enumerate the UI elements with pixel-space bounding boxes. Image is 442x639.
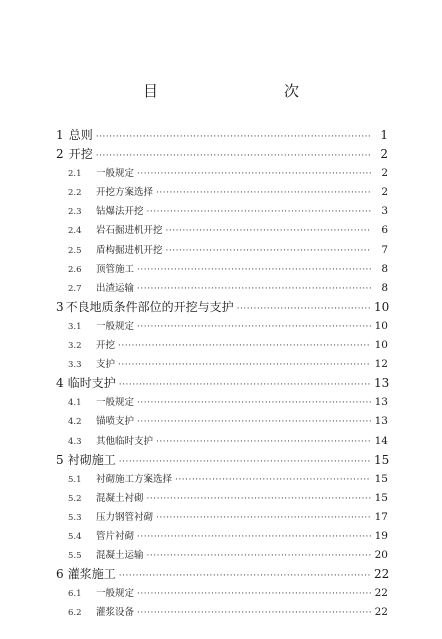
toc-section-entry[interactable] xyxy=(56,336,388,355)
dot-leader xyxy=(156,184,371,203)
entry-label: 出渣运输 xyxy=(96,282,135,294)
entry-label: 钻爆法开挖 xyxy=(96,206,144,218)
toc-section-entry[interactable] xyxy=(56,221,388,240)
toc-section-entry[interactable] xyxy=(56,355,388,374)
entry-label: 顶管施工 xyxy=(96,263,135,275)
entry-number: 6.1 xyxy=(68,589,82,600)
entry-label: 压力钢管衬砌 xyxy=(96,511,154,523)
entry-label: 一般规定 xyxy=(96,588,135,600)
toc-section-entry[interactable] xyxy=(56,317,388,336)
entry-label: 开挖 xyxy=(68,147,93,162)
entry-page-number: 20 xyxy=(374,549,388,562)
entry-number: 2.3 xyxy=(68,207,82,218)
entry-page-number: 10 xyxy=(374,319,388,332)
entry-label: 盾构掘进机开挖 xyxy=(96,244,163,256)
dot-leader xyxy=(118,356,371,375)
toc-section-entry[interactable] xyxy=(56,393,388,412)
entry-page-number: 7 xyxy=(381,243,388,256)
entry-page-number: 12 xyxy=(374,358,388,371)
dot-leader xyxy=(156,433,371,452)
toc-section-entry[interactable] xyxy=(56,202,388,221)
entry-label: 其他临时支护 xyxy=(96,435,154,447)
entry-page-number: 15 xyxy=(374,491,388,504)
entry-label: 一般规定 xyxy=(96,397,135,409)
entry-number: 4 xyxy=(56,376,64,391)
toc-section-entry[interactable] xyxy=(56,584,388,603)
entry-number: 6 xyxy=(56,567,64,582)
entry-page-number: 13 xyxy=(374,396,388,409)
entry-label: 锚喷支护 xyxy=(96,416,135,428)
entry-page-number: 19 xyxy=(374,529,388,542)
entry-number: 2 xyxy=(56,147,64,162)
dot-leader xyxy=(137,604,371,623)
entry-page-number: 17 xyxy=(374,510,388,523)
dot-leader xyxy=(147,490,371,509)
dot-leader xyxy=(137,280,371,299)
entry-label: 一般规定 xyxy=(96,320,135,332)
entry-page-number: 2 xyxy=(380,147,388,162)
entry-page-number: 15 xyxy=(374,452,390,467)
entry-page-number: 1 xyxy=(380,128,388,142)
entry-label: 混凝土衬砌 xyxy=(96,492,144,504)
entry-label: 管片衬砌 xyxy=(96,530,135,542)
dot-leader xyxy=(166,222,371,241)
entry-number: 4.2 xyxy=(68,417,82,428)
toc-chapter-entry[interactable] xyxy=(56,298,388,317)
dot-leader xyxy=(137,261,371,280)
entry-number: 5.1 xyxy=(68,474,82,485)
entry-label: 衬砌施工 xyxy=(67,452,116,467)
entry-page-number: 13 xyxy=(374,376,390,391)
entry-number: 1 xyxy=(56,128,64,142)
toc-section-entry[interactable] xyxy=(56,164,388,183)
toc-chapter-entry[interactable] xyxy=(56,565,388,584)
entry-label: 不良地质条件部位的开挖与支护 xyxy=(65,299,234,314)
toc-chapter-entry[interactable] xyxy=(56,451,388,470)
toc-chapter-entry[interactable] xyxy=(56,126,388,145)
dot-leader xyxy=(175,471,371,490)
entry-number: 5.2 xyxy=(68,493,82,504)
entry-label: 开挖 xyxy=(96,340,116,352)
entry-number: 2.7 xyxy=(68,283,82,294)
entry-number: 4.1 xyxy=(68,398,82,409)
dot-leader xyxy=(137,165,371,184)
entry-number: 5.3 xyxy=(68,512,82,523)
entry-page-number: 3 xyxy=(381,205,388,218)
dot-leader xyxy=(137,394,371,413)
entry-page-number: 10 xyxy=(374,299,390,314)
entry-page-number: 22 xyxy=(374,587,388,600)
entry-label: 一般规定 xyxy=(96,168,135,180)
entry-number: 2.6 xyxy=(68,264,82,275)
toc-section-entry[interactable] xyxy=(56,260,388,279)
entry-page-number: 14 xyxy=(374,434,388,447)
entry-label: 开挖方案选择 xyxy=(96,187,154,199)
toc-section-entry[interactable] xyxy=(56,183,388,202)
dot-leader xyxy=(137,318,371,337)
toc-chapter-entry[interactable] xyxy=(56,145,388,164)
entry-page-number: 8 xyxy=(381,281,388,294)
toc-section-entry[interactable] xyxy=(56,489,388,508)
toc-section-entry[interactable] xyxy=(56,470,388,489)
entry-number: 2.1 xyxy=(68,169,82,180)
entry-label: 总则 xyxy=(68,128,93,142)
dot-leader xyxy=(166,242,371,261)
entry-page-number: 22 xyxy=(374,567,390,582)
dot-leader xyxy=(147,203,371,222)
toc-section-entry[interactable] xyxy=(56,412,388,431)
toc-chapter-entry[interactable] xyxy=(56,374,388,393)
entry-page-number: 22 xyxy=(374,606,388,619)
entry-page-number: 13 xyxy=(374,415,388,428)
entry-number: 5 xyxy=(56,452,64,467)
entry-page-number: 15 xyxy=(374,472,388,485)
toc-section-entry[interactable] xyxy=(56,432,388,451)
entry-number: 3.1 xyxy=(68,321,82,332)
toc-section-entry[interactable] xyxy=(56,279,388,298)
entry-label: 临时支护 xyxy=(67,376,116,391)
dot-leader xyxy=(137,528,371,547)
entry-number: 5.4 xyxy=(68,531,82,542)
toc-section-entry[interactable] xyxy=(56,546,388,565)
entry-label: 支护 xyxy=(96,359,116,371)
entry-number: 4.3 xyxy=(68,436,82,447)
entry-label: 岩石掘进机开挖 xyxy=(96,225,163,237)
entry-number: 3 xyxy=(56,299,64,314)
entry-number: 3.2 xyxy=(68,341,82,352)
toc-title: 目 次 xyxy=(142,82,331,100)
toc-section-entry[interactable] xyxy=(56,603,388,622)
toc-section-entry[interactable] xyxy=(56,241,388,260)
entry-page-number: 6 xyxy=(381,224,388,237)
table-of-contents xyxy=(56,126,388,622)
toc-section-entry[interactable] xyxy=(56,527,388,546)
entry-label: 灌浆施工 xyxy=(67,567,116,582)
entry-page-number: 8 xyxy=(381,262,388,275)
entry-number: 6.2 xyxy=(68,608,82,619)
entry-number: 2.4 xyxy=(68,226,82,237)
entry-page-number: 2 xyxy=(381,167,388,180)
dot-leader xyxy=(137,585,371,604)
entry-label: 混凝土运输 xyxy=(96,550,144,562)
dot-leader xyxy=(147,547,371,566)
entry-number: 5.5 xyxy=(68,551,82,562)
entry-page-number: 2 xyxy=(381,186,388,199)
entry-number: 3.3 xyxy=(68,360,82,371)
entry-label: 灌浆设备 xyxy=(96,607,135,619)
toc-section-entry[interactable] xyxy=(56,508,388,527)
entry-page-number: 10 xyxy=(374,339,388,352)
entry-number: 2.2 xyxy=(68,188,82,199)
dot-leader xyxy=(137,413,371,432)
entry-number: 2.5 xyxy=(68,245,82,256)
dot-leader xyxy=(118,337,371,356)
entry-label: 衬砌施工方案选择 xyxy=(96,473,173,485)
dot-leader xyxy=(156,509,371,528)
